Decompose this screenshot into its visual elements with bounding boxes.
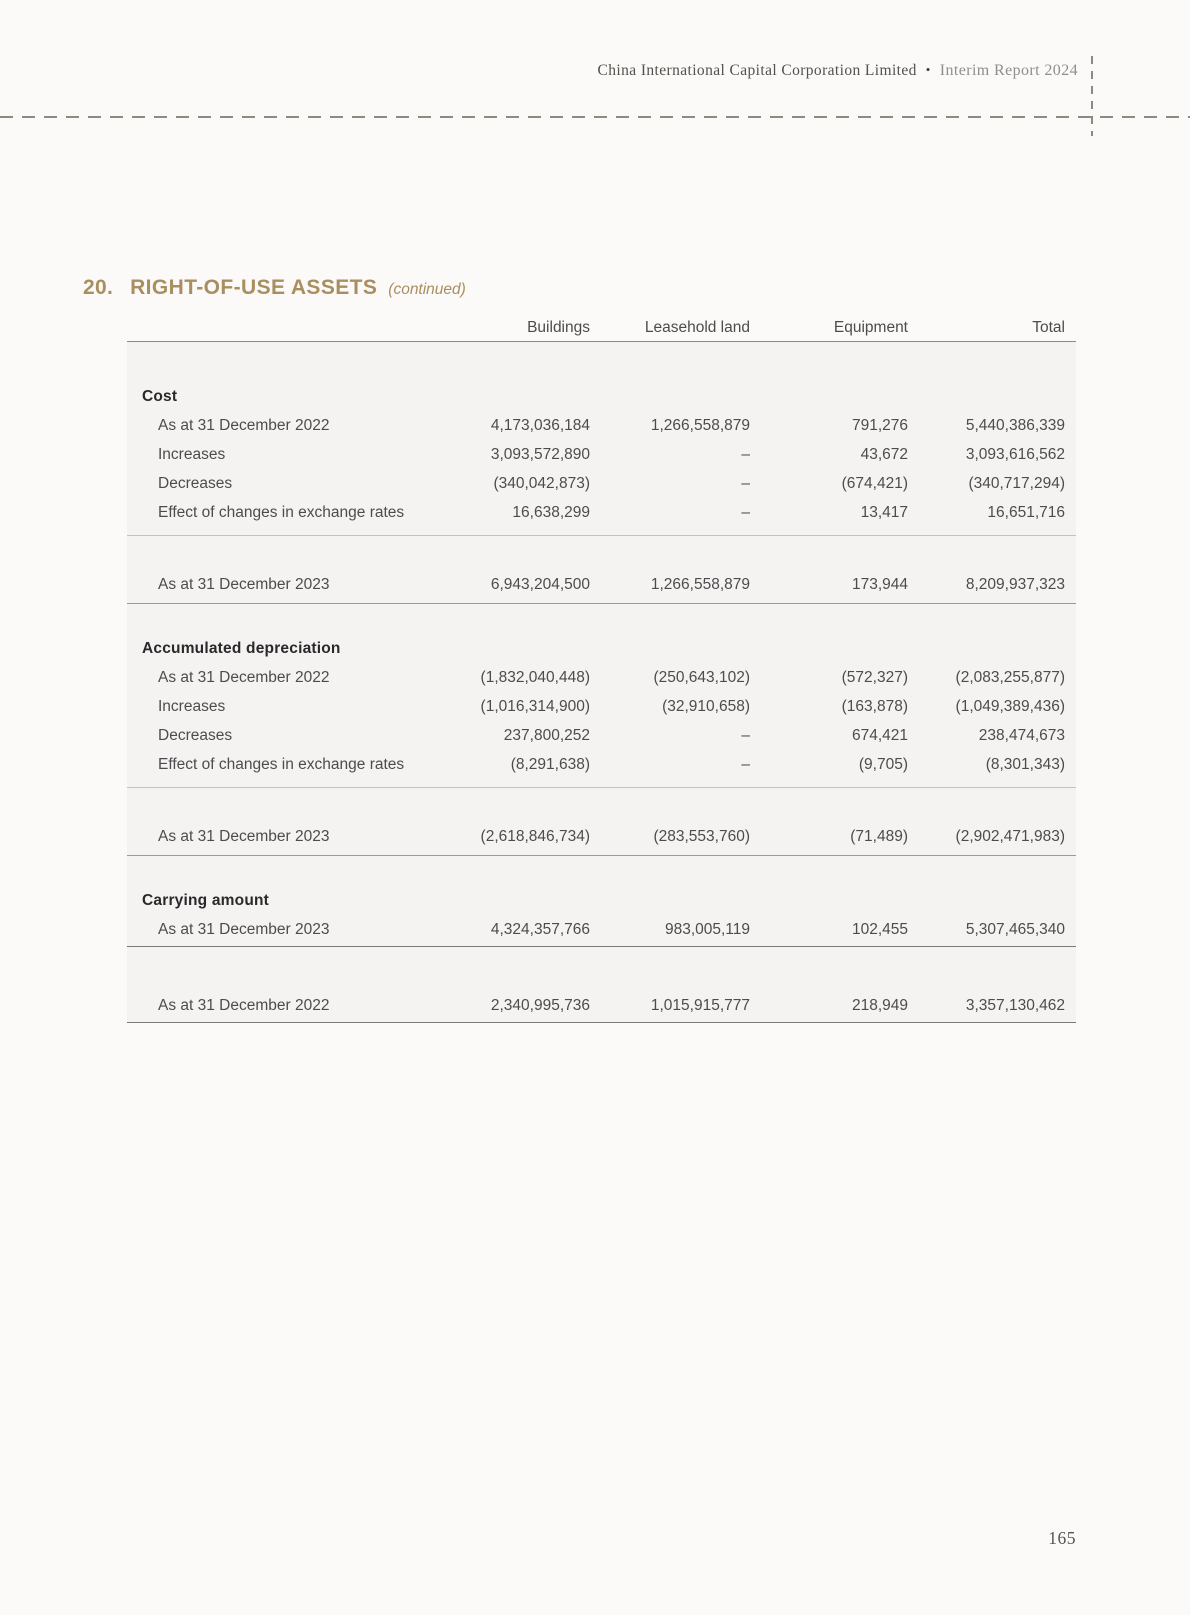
cell-total: 16,651,716 <box>987 503 1065 521</box>
row-label: Decreases <box>158 726 233 744</box>
section-heading-row-cost <box>127 382 1076 411</box>
row-label: As at 31 December 2023 <box>158 920 330 938</box>
cell-buildings: (1,016,314,900) <box>480 697 590 715</box>
section-heading: Cost <box>142 387 178 405</box>
table-row <box>127 469 1076 498</box>
cell-equipment: (9,705) <box>858 755 908 773</box>
cell-buildings: 6,943,204,500 <box>490 575 590 593</box>
cell-equipment: 173,944 <box>851 575 908 593</box>
cell-buildings: (1,832,040,448) <box>480 668 590 686</box>
cell-equipment: (674,421) <box>841 474 908 492</box>
cell-total: 5,307,465,340 <box>965 920 1065 938</box>
row-label: As at 31 December 2022 <box>158 416 330 434</box>
cell-total: 3,357,130,462 <box>965 996 1065 1014</box>
cell-equipment: (71,489) <box>850 827 908 845</box>
cell-buildings: 4,324,357,766 <box>490 920 590 938</box>
cell-leasehold-land: – <box>741 503 750 521</box>
table-body <box>127 342 1076 1023</box>
table-row <box>127 663 1076 692</box>
row-label: As at 31 December 2022 <box>158 996 330 1014</box>
right-of-use-assets-table <box>127 316 1076 1023</box>
column-header-buildings: Buildings <box>527 319 590 336</box>
section-heading-row-accumulated-depreciation <box>127 634 1076 663</box>
row-label: As at 31 December 2023 <box>158 575 330 593</box>
page-number: 165 <box>1048 1528 1076 1548</box>
cell-leasehold-land: (250,643,102) <box>653 668 750 686</box>
cell-leasehold-land: – <box>741 474 750 492</box>
cell-equipment: (572,327) <box>841 668 908 686</box>
cell-total: 8,209,937,323 <box>965 575 1065 593</box>
cell-buildings: (8,291,638) <box>510 755 590 773</box>
cell-leasehold-land: – <box>741 755 750 773</box>
table-row <box>127 750 1076 779</box>
company-name: China International Capital Corporation Limited <box>597 62 917 79</box>
row-label: Increases <box>158 697 226 715</box>
report-title: Interim Report 2024 <box>939 62 1078 79</box>
cell-buildings: 3,093,572,890 <box>490 445 590 463</box>
cell-total: 5,440,386,339 <box>965 416 1065 434</box>
cell-leasehold-land: (283,553,760) <box>653 827 750 845</box>
cell-equipment: 13,417 <box>860 503 908 521</box>
section-heading-row-carrying-amount <box>127 886 1076 915</box>
row-label: Decreases <box>158 474 233 492</box>
cell-total: (340,717,294) <box>968 474 1065 492</box>
cell-equipment: 791,276 <box>851 416 908 434</box>
cell-buildings: 4,173,036,184 <box>490 416 590 434</box>
section-heading: Carrying amount <box>142 891 270 909</box>
cell-equipment: 218,949 <box>851 996 908 1014</box>
row-label: Effect of changes in exchange rates <box>158 503 405 521</box>
cell-equipment: 674,421 <box>851 726 908 744</box>
table-row <box>127 440 1076 469</box>
table-row <box>127 498 1076 527</box>
table-header-row <box>127 316 1076 341</box>
table-bottom-rule <box>127 1022 1076 1023</box>
table-row <box>127 991 1076 1020</box>
row-label: Increases <box>158 445 226 463</box>
cell-total: 238,474,673 <box>978 726 1065 744</box>
cell-leasehold-land: – <box>741 726 750 744</box>
note-name: RIGHT-OF-USE ASSETS <box>130 276 378 299</box>
cell-buildings: 16,638,299 <box>512 503 590 521</box>
table-row <box>127 915 1076 944</box>
cell-buildings: 2,340,995,736 <box>490 996 590 1014</box>
column-header-total: Total <box>1032 319 1065 336</box>
subtotal-row <box>127 822 1076 851</box>
cell-equipment: 102,455 <box>851 920 908 938</box>
cell-buildings: (340,042,873) <box>493 474 590 492</box>
cell-leasehold-land: 1,266,558,879 <box>650 575 750 593</box>
cell-leasehold-land: 1,266,558,879 <box>650 416 750 434</box>
note-continued-label: (continued) <box>388 281 466 298</box>
cell-buildings: (2,618,846,734) <box>480 827 590 845</box>
cell-equipment: (163,878) <box>841 697 908 715</box>
cell-leasehold-land: 1,015,915,777 <box>650 996 750 1014</box>
subtotal-row <box>127 570 1076 599</box>
cell-equipment: 43,672 <box>860 445 908 463</box>
dashed-rule-horizontal <box>0 116 1190 118</box>
dashed-rule-vertical <box>1091 56 1093 136</box>
cell-leasehold-land: 983,005,119 <box>664 920 750 938</box>
table-row <box>127 692 1076 721</box>
row-label: Effect of changes in exchange rates <box>158 755 405 773</box>
cell-total: (8,301,343) <box>985 755 1065 773</box>
cell-total: (1,049,389,436) <box>955 697 1065 715</box>
cell-leasehold-land: (32,910,658) <box>662 697 750 715</box>
row-label: As at 31 December 2022 <box>158 668 330 686</box>
note-title <box>83 276 466 300</box>
row-label: As at 31 December 2023 <box>158 827 330 845</box>
note-number: 20. <box>83 276 114 299</box>
column-header-equipment: Equipment <box>833 319 908 336</box>
page-header <box>598 62 1078 80</box>
separator-bullet-icon: • <box>925 62 931 77</box>
cell-leasehold-land: – <box>741 445 750 463</box>
section-heading: Accumulated depreciation <box>142 639 341 657</box>
cell-total: (2,083,255,877) <box>955 668 1065 686</box>
column-header-leasehold-land: Leasehold land <box>644 319 750 336</box>
cell-total: 3,093,616,562 <box>965 445 1065 463</box>
cell-buildings: 237,800,252 <box>503 726 590 744</box>
table-row <box>127 721 1076 750</box>
table-row <box>127 411 1076 440</box>
cell-total: (2,902,471,983) <box>955 827 1065 845</box>
